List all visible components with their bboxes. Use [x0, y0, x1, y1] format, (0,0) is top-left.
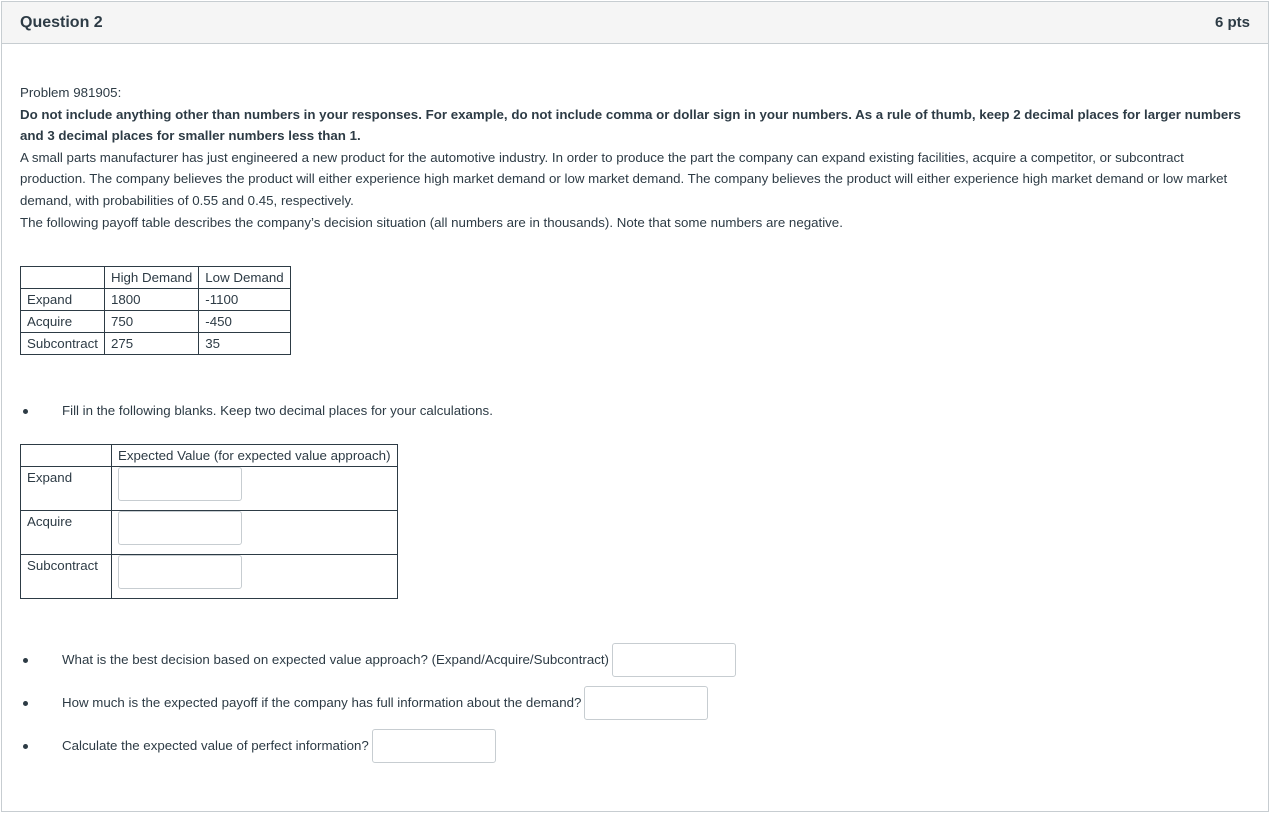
- ev-input-cell: [112, 554, 398, 598]
- ev-row-subcontract: [21, 554, 398, 598]
- payoff-cell-low: -1100: [199, 289, 290, 311]
- question-header: [2, 2, 1268, 44]
- ev-acquire-input[interactable]: [118, 511, 242, 545]
- full-info-payoff-input[interactable]: [584, 686, 708, 720]
- ev-row-label: Acquire: [21, 510, 112, 554]
- payoff-row-expand: [21, 289, 291, 311]
- payoff-cell-low: 35: [199, 333, 290, 355]
- payoff-row-label: Acquire: [21, 311, 105, 333]
- best-decision-item: [20, 643, 1250, 677]
- payoff-header-low: Low Demand: [199, 267, 290, 289]
- evpi-question: Calculate the expected value of perfect information?: [62, 737, 369, 753]
- ev-input-cell: [112, 510, 398, 554]
- payoff-corner-cell: [21, 267, 105, 289]
- payoff-cell-low: -450: [199, 311, 290, 333]
- question-body: [2, 44, 1268, 763]
- problem-instruction: Do not include anything other than numbers in your responses. For example, do not include comma or dollar sign in your numbers. As a rule of thumb, keep 2 decimal places for larger numbers and 3 decimal places for smaller numbers less than 1.: [20, 106, 1241, 144]
- fill-in-instruction-item: [20, 400, 1250, 422]
- ev-row-expand: [21, 466, 398, 510]
- payoff-table: [20, 266, 291, 355]
- ev-input-cell: [112, 466, 398, 510]
- evpi-input[interactable]: [372, 729, 496, 763]
- problem-id: Problem 981905:: [20, 85, 122, 100]
- expected-value-table: [20, 444, 398, 599]
- fill-in-instruction: Fill in the following blanks. Keep two decimal places for your calculations.: [62, 403, 493, 419]
- payoff-header-high: High Demand: [104, 267, 198, 289]
- payoff-cell-high: 1800: [104, 289, 198, 311]
- ev-header-row: [21, 444, 398, 466]
- ev-row-acquire: [21, 510, 398, 554]
- payoff-row-label: Subcontract: [21, 333, 105, 355]
- question-card: [1, 1, 1269, 812]
- payoff-cell-high: 750: [104, 311, 198, 333]
- ev-corner-cell: [21, 444, 112, 466]
- payoff-header-row: [21, 267, 291, 289]
- ev-subcontract-input[interactable]: [118, 555, 242, 589]
- payoff-row-subcontract: [21, 333, 291, 355]
- best-decision-question: What is the best decision based on expected value approach? (Expand/Acquire/Subcontract): [62, 651, 609, 667]
- payoff-cell-high: 275: [104, 333, 198, 355]
- ev-header: Expected Value (for expected value approach): [112, 444, 398, 466]
- full-info-payoff-item: [20, 686, 1250, 720]
- ev-row-label: Subcontract: [21, 554, 112, 598]
- full-info-payoff-question: How much is the expected payoff if the company has full information about the demand?: [62, 694, 582, 710]
- question-points: 6 pts: [1214, 14, 1250, 31]
- table-intro: The following payoff table describes the company’s decision situation (all numbers are in thousands). Note that some numbers are negative.: [20, 214, 843, 230]
- ev-expand-input[interactable]: [118, 467, 242, 501]
- question-title: Question 2: [20, 13, 103, 31]
- problem-scenario: A small parts manufacturer has just engineered a new product for the automotive industry. In order to produce the part the company can expand existing facilities, acquire a competitor, or subcontract production. The company believes the product will either experience high market demand or low market demand. The company believes the product will either experience high market demand or low market demand, with probabilities of 0.55 and 0.45, respectively.: [20, 149, 1228, 208]
- ev-row-label: Expand: [21, 466, 112, 510]
- best-decision-input[interactable]: [612, 643, 736, 677]
- payoff-row-acquire: [21, 311, 291, 333]
- payoff-row-label: Expand: [21, 289, 105, 311]
- evpi-item: [20, 729, 1250, 763]
